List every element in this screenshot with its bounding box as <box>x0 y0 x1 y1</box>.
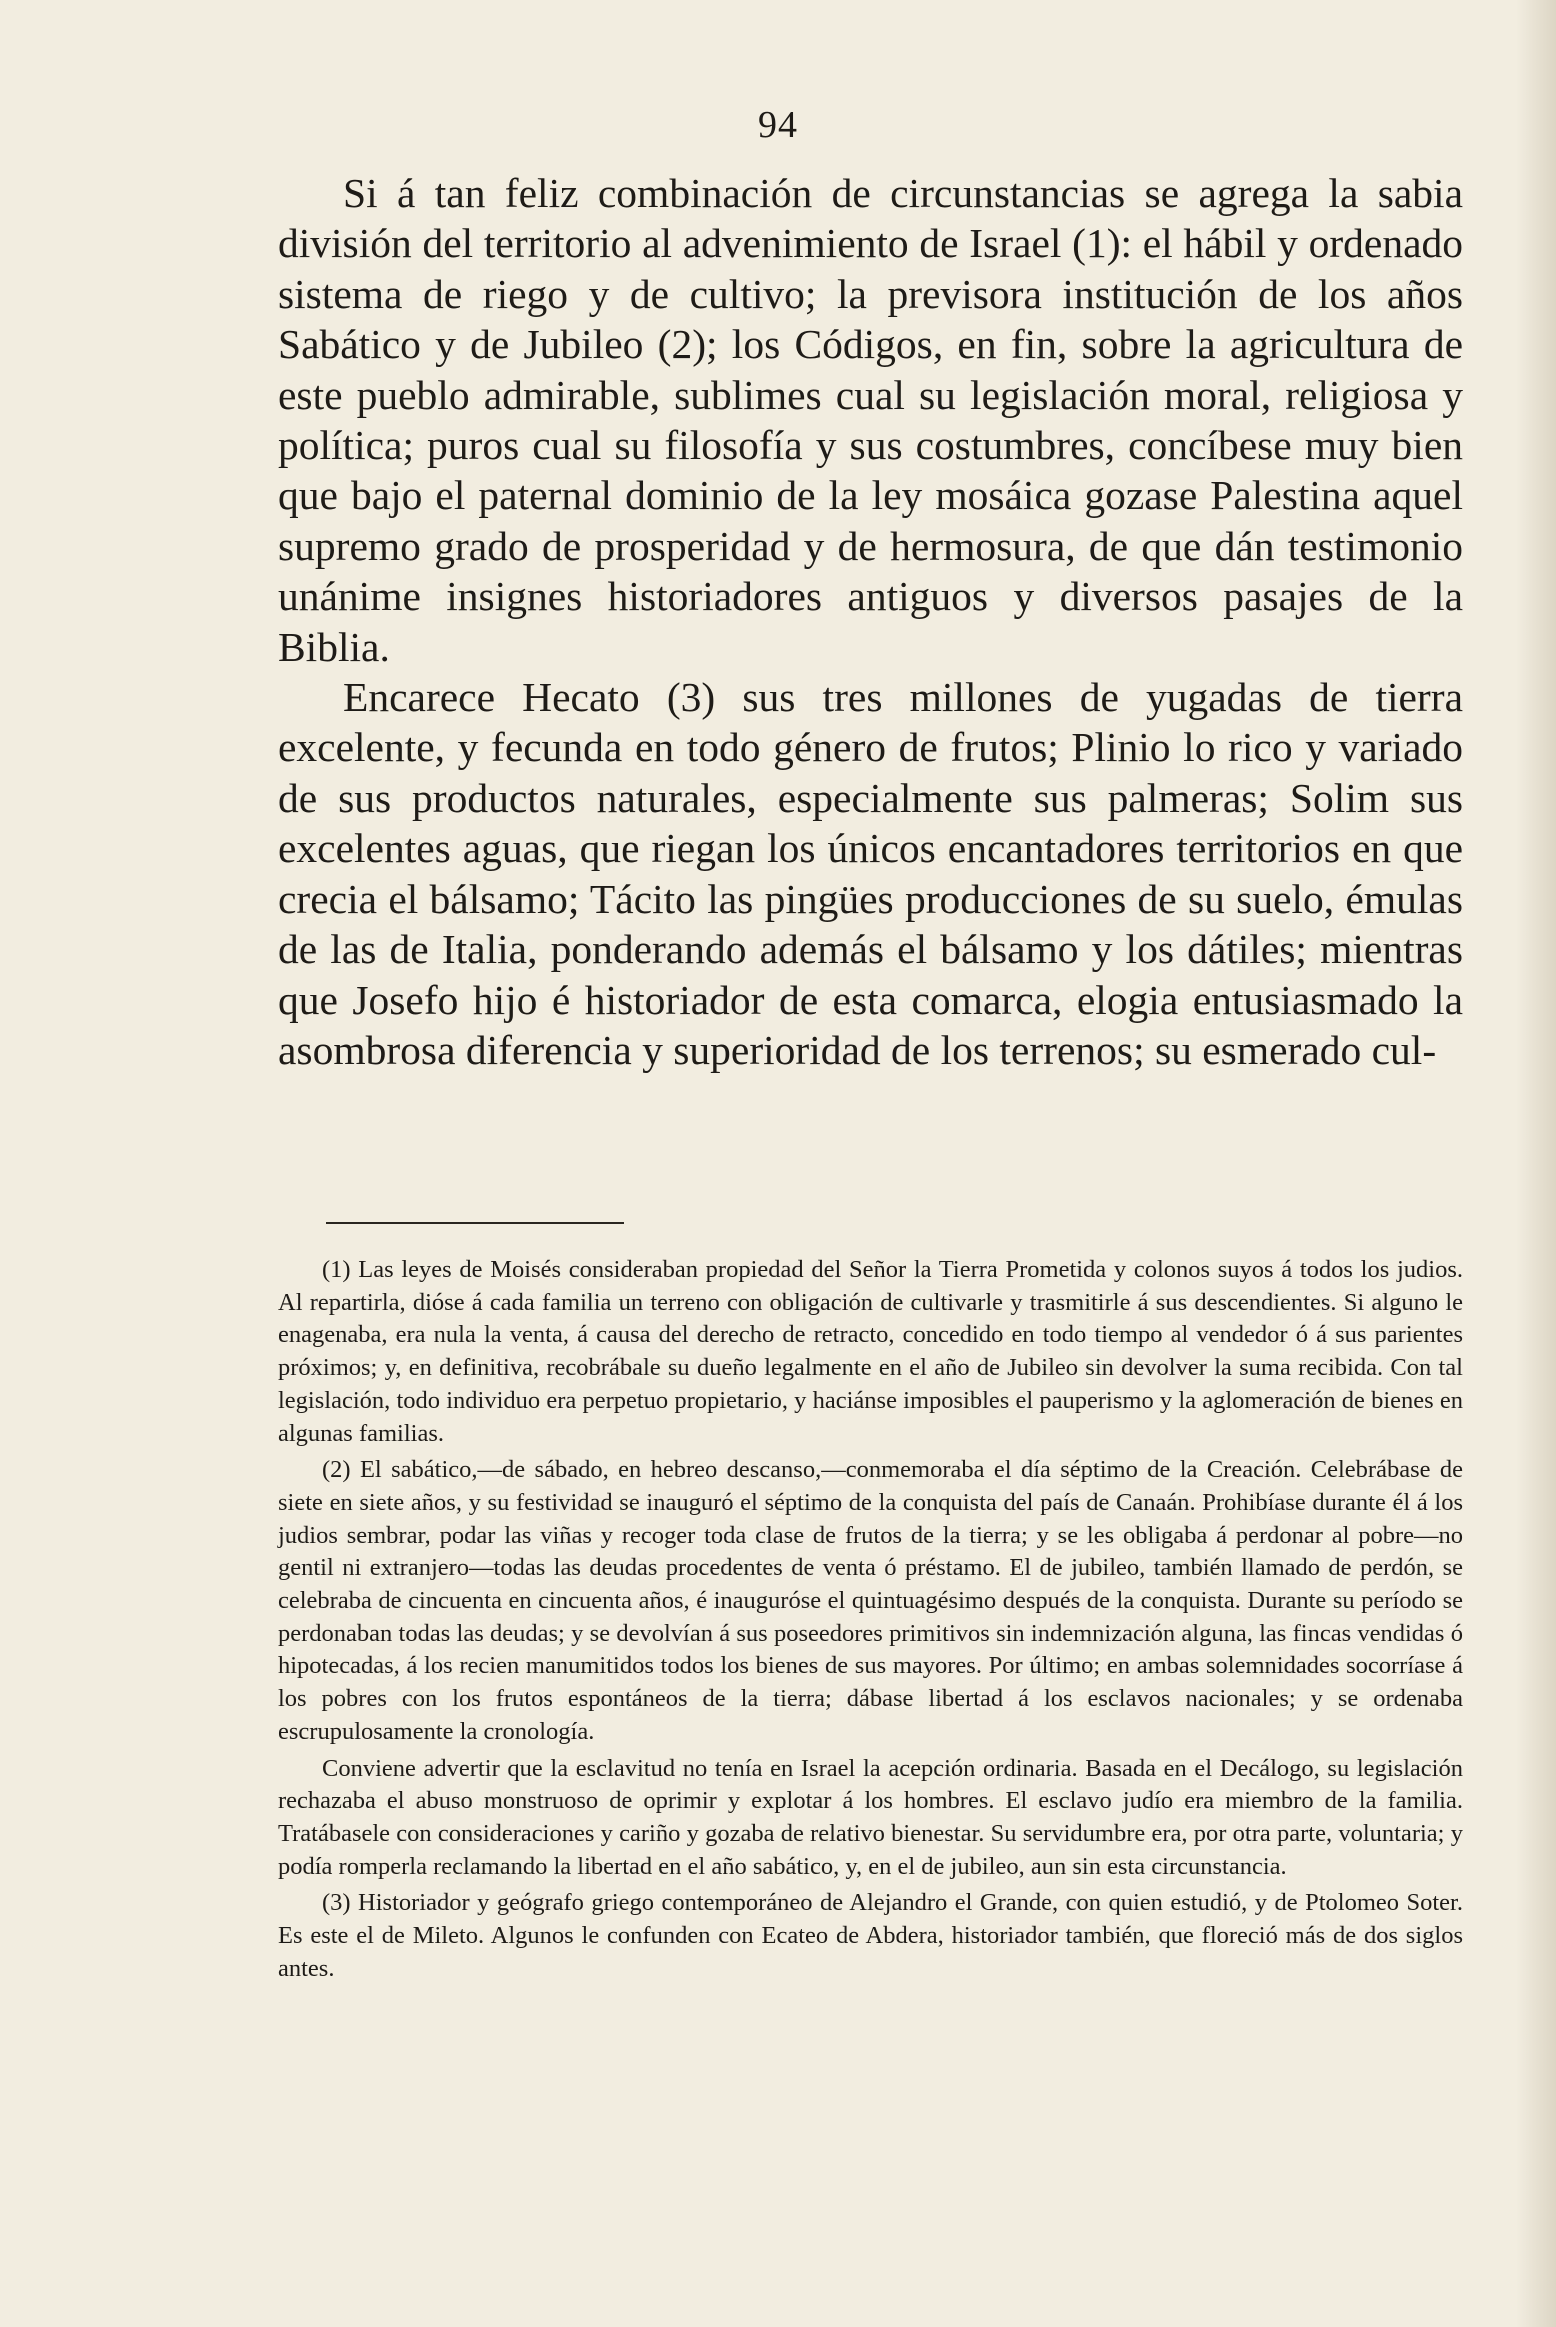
footnotes <box>278 1254 1463 1985</box>
page-edge-shadow <box>1516 0 1556 2327</box>
main-text <box>278 168 1463 1075</box>
main-paragraph-2: Encarece Hecato (3) sus tres millones de yugadas de tierra excelente, y fecunda en todo género de frutos; Plinio lo rico y variado de sus productos naturales, especialmente sus palmeras; Solim sus excelentes aguas, que riegan los únicos encantadores territorios en que crecia el bálsamo; Tácito las pingües producciones de su suelo, émulas de las de Italia, ponderando además el bálsamo y los dátiles; mientras que Josefo hijo é historiador de esta comarca, elogia entusiasmado la asombrosa diferencia y superioridad de los terrenos; su esmerado cul- <box>278 674 1463 1073</box>
footnote-1: (1) Las leyes de Moisés consideraban propiedad del Señor la Tierra Prometida y colonos suyos á todos los judios. Al repartirla, dióse á cada familia un terreno con obligación de cultivarle y trasmitirle á sus descendientes. Si alguno le enagenaba, era nula la venta, á causa del derecho de retracto, concedido en todo tiempo al vendedor ó á sus parientes próximos; y, en definitiva, recobrábale su dueño legalmente en el año de Jubileo sin devolver la suma recibida. Con tal legislación, todo individuo era perpetuo propietario, y haciánse imposibles el pauperismo y la aglomeración de bienes en algunas familias. <box>278 1256 1463 1447</box>
footnote-3: (3) Historiador y geógrafo griego contemporáneo de Alejandro el Grande, con quien estudió, y de Ptolomeo Soter. Es este el de Mileto. Algunos le confunden con Ecateo de Abdera, historiador también, que floreció más de dos siglos antes. <box>278 1889 1463 1982</box>
footnote-2-continuation: Conviene advertir que la esclavitud no tenía en Israel la acepción ordinaria. Basada en el Decálogo, su legislación rechazaba el abuso monstruoso de oprimir y explotar á los hombres. El esclavo judío era miembro de la familia. Tratábasele con consideraciones y cariño y gozaba de relativo bienestar. Su servidumbre era, por otra parte, voluntaria; y podía romperla reclamando la libertad en el año sabático, y, en el de jubileo, aun sin esta circunstancia. <box>278 1754 1463 1880</box>
main-paragraph-1: Si á tan feliz combinación de circunstancias se agrega la sabia división del territorio al advenimiento de Israel (1): el hábil y ordenado sistema de riego y de cultivo; la previsora institución de los años Sabático y de Jubileo (2); los Códigos, en fin, sobre la agricultura de este pueblo admirable, sublimes cual su legislación moral, religiosa y política; puros cual su filosofía y sus costumbres, concíbese muy bien que bajo el paternal dominio de la ley mosáica gozase Palestina aquel supremo grado de prosperidad y de hermosura, de que dán testimonio unánime insignes historiadores antiguos y diversos pasajes de la Biblia. <box>278 170 1463 670</box>
footnote-2: (2) El sabático,—de sábado, en hebreo descanso,—conmemoraba el día séptimo de la Creación. Celebrábase de siete en siete años, y su festividad se inauguró el séptimo de la conquista del país de Canaán. Prohibíase durante él á los judios sembrar, podar las viñas y recoger toda clase de frutos de la tierra; y se les obligaba á perdonar al pobre—no gentil ni extranjero—todas las deudas procedentes de venta ó préstamo. El de jubileo, también llamado de perdón, se celebraba de cincuenta en cincuenta años, é inauguróse el quintuagésimo después de la conquista. Durante su período se perdonaban todas las deudas; y se devolvían á sus poseedores primitivos sin indemnización alguna, las fincas vendidas ó hipotecadas, á los recien manumitidos todos los bienes de sus mayores. Por último; en ambas solemnidades socorríase á los pobres con los frutos espontáneos de la tierra; dábase libertad á los esclavos nacionales; y se ordenaba escrupulosamente la cronología. <box>278 1456 1463 1745</box>
page-number: 94 <box>758 104 798 146</box>
footnote-separator <box>326 1222 624 1224</box>
